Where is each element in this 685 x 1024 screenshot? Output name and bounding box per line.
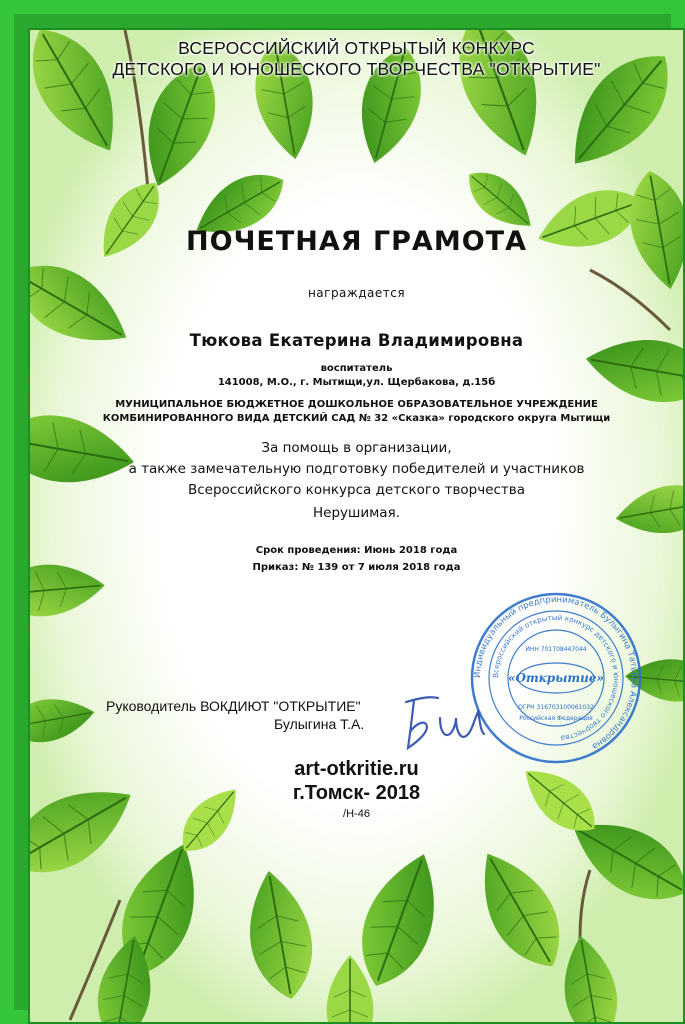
stamp-country: Российская Федерация [519, 715, 593, 722]
certificate-title: ПОЧЕТНАЯ ГРАМОТА [186, 226, 527, 257]
stamp-outer-text: Индивидуальный предприниматель Булыгина Татьяна Александровна [472, 594, 640, 752]
stamp-inner-text: Всероссийский открытый конкурс детского и юношеского творчества [490, 612, 622, 743]
certificate-page [28, 28, 685, 1024]
birch-leaves-background [30, 30, 683, 1022]
website[interactable]: art-otkritie.ru [294, 758, 419, 780]
organization-stamp [470, 592, 642, 764]
recipient-name: Тюкова Екатерина Владимировна [189, 331, 524, 350]
reason-line2: а также замечательную подготовку победителей и участников [128, 461, 585, 477]
stamp-ogrn: ОГРН 316703100061032 [518, 704, 594, 711]
contest-header-line1: ВСЕРОССИЙСКИЙ ОТКРЫТЫЙ КОНКУРС [178, 38, 535, 58]
recipient-address: 141008, М.О., г. Мытищи,ул. Щербакова, д.15б [217, 377, 496, 388]
document-code: /Н-46 [343, 808, 370, 820]
awarded-text: награждается [307, 286, 406, 300]
organization-line1: МУНИЦИПАЛЬНОЕ БЮДЖЕТНОЕ ДОШКОЛЬНОЕ ОБРАЗОВАТЕЛЬНОЕ УЧРЕЖДЕНИЕ [115, 399, 598, 410]
reason-line3: Всероссийского конкурса детского творчества [187, 482, 526, 498]
contest-period: Срок проведения: Июнь 2018 года [255, 545, 458, 556]
contest-header-line2: ДЕТСКОГО И ЮНОШЕСКОГО ТВОРЧЕСТВА "ОТКРЫТИЕ" [112, 59, 601, 79]
stamp-center-text: «Открытие» [508, 671, 604, 685]
signatory-name: Булыгина Т.А. [274, 716, 365, 732]
signatory-role: Руководитель ВОКДИЮТ "ОТКРЫТИЕ" [106, 698, 361, 714]
order-number: Приказ: № 139 от 7 июля 2018 года [252, 562, 461, 573]
recipient-position: воспитатель [320, 363, 393, 374]
stamp-inn: ИНН 701708447044 [525, 646, 587, 653]
handwritten-signature [400, 690, 490, 760]
reason-line4: Нерушимая. [312, 505, 400, 521]
city-year: г.Томск- 2018 [292, 782, 421, 804]
reason-line1: За помощь в организации, [261, 440, 452, 456]
organization-line2: КОМБИНИРОВАННОГО ВИДА ДЕТСКИЙ САД № 32 «Сказка» городского округа Мытищи [102, 413, 611, 424]
